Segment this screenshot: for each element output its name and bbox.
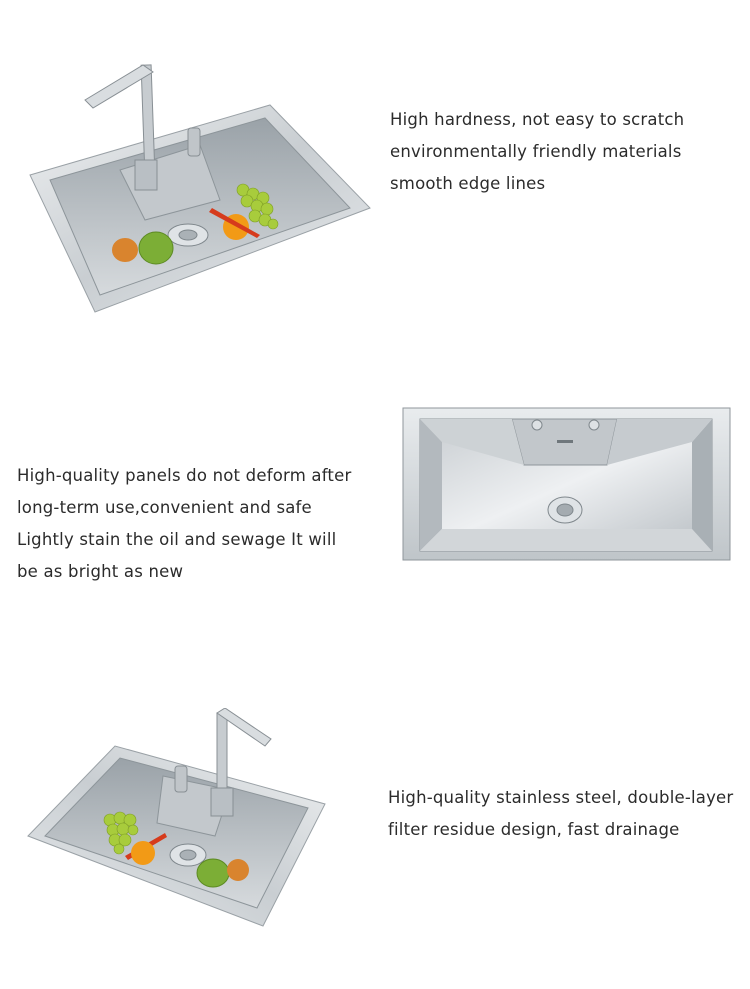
feature-line: smooth edge lines bbox=[390, 174, 546, 193]
sink-photo-angled-with-fruit bbox=[25, 60, 375, 320]
feature-section-hardness bbox=[0, 0, 750, 330]
feature-text-panels bbox=[17, 460, 351, 588]
feature-line: filter residue design, fast drainage bbox=[388, 820, 680, 839]
feature-line: High-quality panels do not deform after bbox=[17, 466, 352, 485]
feature-section-drainage bbox=[0, 660, 750, 989]
feature-line: High hardness, not easy to scratch bbox=[390, 110, 685, 129]
sink-photo-top-view bbox=[402, 407, 732, 562]
feature-line: Lightly stain the oil and sewage It will bbox=[17, 530, 337, 549]
feature-text-hardness bbox=[390, 104, 684, 200]
feature-line: environmentally friendly materials bbox=[390, 142, 682, 161]
feature-line: long-term use,convenient and safe bbox=[17, 498, 312, 517]
feature-section-panels bbox=[0, 330, 750, 660]
feature-text-drainage bbox=[388, 782, 733, 846]
feature-line: be as bright as new bbox=[17, 562, 184, 581]
sink-photo-angled-left-with-fruit bbox=[25, 708, 330, 933]
feature-line: High-quality stainless steel, double-layer bbox=[388, 788, 734, 807]
